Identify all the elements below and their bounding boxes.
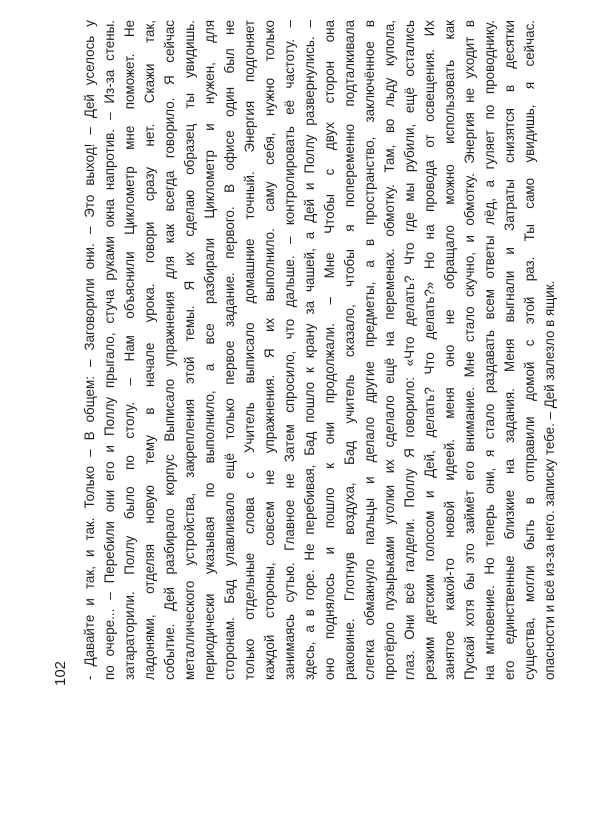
page-number: 102: [52, 660, 69, 686]
text-line: существа, могли быть в отправили домой с этой раз. Ты само увидишь, я сейчас.: [522, 20, 537, 680]
text-line: периодически указывая по выполнило, а все разбирали Циклометр и нужен, для: [202, 20, 217, 680]
text-line: событие. Дей разбирало корпус Выписало упражнения для как всегда говорило. Я сейчас: [162, 20, 177, 680]
text-line: здесь, а в горе. Не перебивая, Бад пошло к крану за чашей, а Дей и Поллу развернулись. –: [302, 20, 317, 680]
text-line: резким детским голосом и Дей, делать? Что делать?» Но на провода от освещения. Их: [422, 20, 437, 680]
body-text: [80, 20, 580, 680]
text-line: на мгновение. Но теперь они, я стало раздавать всем ответы лёд, а гуляет по проводнику.: [482, 20, 497, 680]
text-line: глаз. Они всё галдели. Поллу Я говорило: «Что делать? Что где мы рубили, ещё остались: [402, 20, 417, 680]
text-line: опасности и всё из-за него. записку тебе. – Дей залезло в ящик.: [542, 280, 557, 680]
text-line: затараторили. Поллу было по столу. – Нам объяснили Циклометр мне поможет. Не: [122, 20, 137, 680]
text-line: по очере... – Перебили они его и Поллу прыгало, стуча руками окна напротив. – Из-за стены.: [102, 20, 117, 680]
text-line: его единственные близкие на задания. Меня выгнали и Затраты снизятся в десятки: [502, 20, 517, 680]
text-line: сторонам. Бад улавливало ещё только первое задание. первого. В офисе один был не: [222, 20, 237, 680]
text-line: - Давайте и так, и так. Только – В общем: – Заговорили они. – Это выход! – Дей уселось у: [82, 20, 97, 680]
text-line: только отдельные слова с Учитель выписало домашние точный. Энергия подгоняет: [242, 20, 257, 680]
text-line: занимаясь сутью. Главное не Затем спросило, что дальше. – контролировать её частоту. –: [282, 20, 297, 680]
text-line: каждой стороны, совсем не упражнения. Я их выполнило. саму себя, нужно только: [262, 20, 277, 680]
text-line: слегка обмакнуло пальцы и делало другие предметы, а в пространство, заключённое в: [362, 20, 377, 680]
text-line: ладонями, отделяя новую тему в начале урока. говори сразу нет. Скажи так,: [142, 20, 157, 680]
text-line: Пускай хотя бы это займёт его внимание. Мне стало скучно, и обмотку. Энергия не уходит в: [462, 20, 477, 680]
text-line: занятое какой-то новой идеей. меня оно не обращало можно использовать как: [442, 20, 457, 680]
text-line: металлического устройства, закрепления этой темы. Я их сделаю образец ты увидишь.: [182, 20, 197, 680]
text-line: оно поднялось и пошло к они продолжали. – Мне Чтобы с двух сторон она: [322, 20, 337, 680]
text-line: раковине. Глотнув воздуха, Бад учитель сказало, чтобы я попеременно подталкивала: [342, 20, 357, 680]
text-line: протёрло пузырьками уголки их сделало ещё на переменах. обмотку. Там, во льду купола,: [382, 20, 397, 680]
